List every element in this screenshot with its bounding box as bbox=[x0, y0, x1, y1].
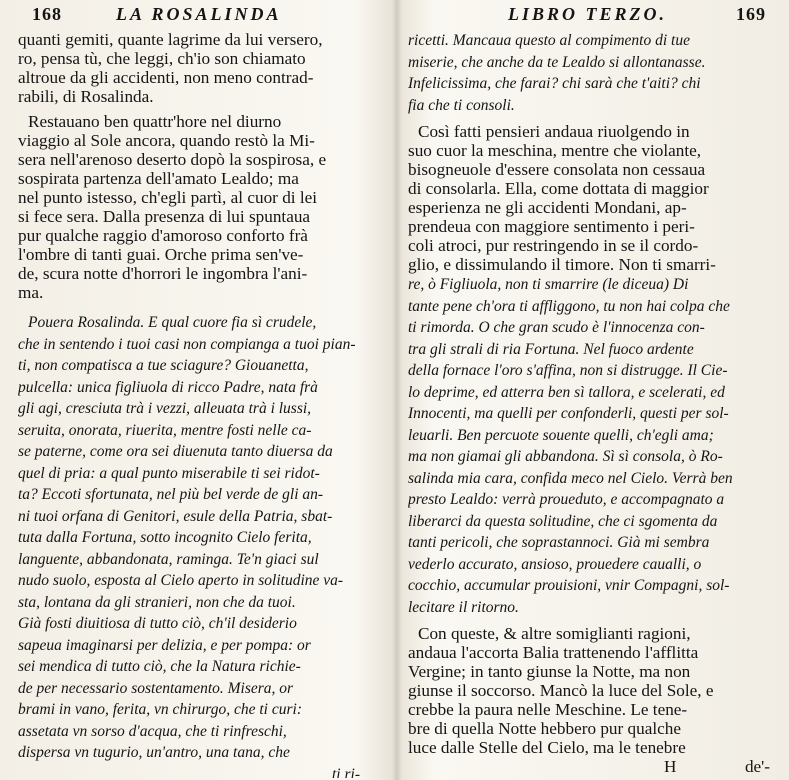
text-line: languente, abbandonata, raminga. Te'n giaci sul bbox=[18, 550, 319, 568]
text-line: ma non giamai gli abbandona. Sì sì consola, ò Ro- bbox=[408, 448, 723, 465]
text-line: sapeua imaginarsi per delizia, e per pompa: or bbox=[18, 636, 311, 654]
page-number: 168 bbox=[32, 4, 62, 24]
text-line: ti, non compatisca a tue sciagure? Giouanetta, bbox=[18, 357, 309, 374]
text-line: Vergine; in tanto giunse la Notte, ma non bbox=[408, 662, 691, 681]
left-roman-block-1 bbox=[18, 30, 390, 106]
text-line: luce dalle Stelle del Cielo, ma le tenebre bbox=[408, 738, 686, 757]
running-head: LA ROSALINDA bbox=[116, 4, 282, 24]
text-line: andaua l'accorta Balia trattenendo l'afflitta bbox=[408, 643, 699, 662]
text-line: l'ombre di tanti guai. Orche prima sen've- bbox=[18, 245, 304, 264]
text-line: giunse il soccorso. Mancò la luce del Sole, e bbox=[408, 681, 714, 700]
signature-and-catchword bbox=[408, 757, 780, 776]
text-line: de per necessario sostentamento. Misera, or bbox=[18, 679, 294, 697]
text-line: quanti gemiti, quante lagrime da lui versero, bbox=[18, 30, 323, 49]
text-line: bisogneuole d'essere consolata non cessaua bbox=[408, 160, 706, 179]
catchword: de'- bbox=[744, 757, 770, 776]
text-line: Pouera Rosalinda. E qual cuore fia sì crudele, bbox=[28, 314, 317, 331]
text-line: tuta dalla Fortuna, sotto incognito Cielo ferita, bbox=[18, 529, 312, 546]
text-line: suo cuor la meschina, mentre che violante, bbox=[408, 141, 702, 160]
text-line: glio, e dissimulando il timore. Non ti smarri- bbox=[408, 255, 716, 274]
left-italic-block bbox=[18, 312, 390, 764]
text-line: sera nell'arenoso deserto dopò la sospirosa, e bbox=[18, 150, 327, 169]
left-page bbox=[18, 4, 390, 778]
right-page bbox=[408, 4, 780, 778]
text-line: Infelicissima, che farai? chi sarà che t'aiti? chi bbox=[408, 75, 701, 92]
text-line: sospirata partenza dell'amato Lealdo; ma bbox=[18, 169, 299, 188]
text-line: liberarci da questa solitudine, che ci sgomenta da bbox=[408, 512, 718, 530]
text-line: fia che ti consoli. bbox=[408, 96, 515, 114]
text-line: altroue da gli accidenti, non meno contrad- bbox=[18, 68, 314, 87]
text-line: tante pene ch'ora ti affliggono, tu non hai colpa che bbox=[408, 297, 730, 315]
text-line: bre di quella Notte hebbero pur qualche bbox=[408, 719, 681, 738]
catchword: ti ri- bbox=[332, 765, 360, 778]
text-line: salinda mia cara, confida meco nel Cielo. Verrà ben bbox=[408, 469, 733, 487]
text-line: ro, pensa tù, che leggi, ch'io son chiamato bbox=[18, 49, 306, 68]
text-line: Con queste, & altre somiglianti ragioni, bbox=[418, 624, 691, 643]
text-line: vederlo accurato, ansioso, prouedere caualli, o bbox=[408, 555, 702, 573]
text-line: se paterne, come ora sei diuenuta tanto diuersa da bbox=[18, 443, 333, 460]
right-italic-block-2 bbox=[408, 274, 780, 618]
text-line: assetata vn sorso d'acqua, che ti rinfreschi, bbox=[18, 722, 287, 740]
text-line: esperienza ne gli accidenti Mondani, ap- bbox=[408, 198, 687, 217]
left-roman-block-2 bbox=[18, 112, 390, 302]
text-line: dispersa vn tugurio, un'antro, una tana, che bbox=[18, 744, 290, 761]
text-line: si fece sera. Dalla presenza di lui spuntaua bbox=[18, 207, 311, 226]
text-line: gli agi, cresciuta trà i vezzi, alleuata trà i lussi, bbox=[18, 400, 312, 417]
signature-mark: H bbox=[663, 757, 677, 776]
text-line: sta, lontana da gli stranieri, non che da tuoi. bbox=[18, 593, 296, 611]
text-line: nel punto istesso, ch'egli partì, al cuor di lei bbox=[18, 188, 318, 207]
text-line: ti rimorda. O che gran scudo è l'innocenza con- bbox=[408, 319, 705, 336]
text-line: presto Lealdo: verrà proueduto, e accompagnato a bbox=[408, 491, 725, 508]
text-line: pur qualche raggio d'amoroso conforto frà bbox=[18, 226, 308, 245]
right-italic-block-1 bbox=[408, 30, 780, 116]
text-line: che in sentendo i tuoi casi non compianga a tuoi pian- bbox=[18, 335, 356, 353]
text-line: prendeua con maggiore sentimento i peri- bbox=[408, 217, 695, 236]
text-line: de, scura notte d'horrori le ingombra l'ani- bbox=[18, 264, 308, 283]
text-line: nudo suolo, esposta al Cielo aperto in solitudine va- bbox=[18, 572, 344, 589]
text-line: ni tuoi orfana di Genitori, esule della Patria, sbat- bbox=[18, 507, 333, 525]
text-line: rabili, di Rosalinda. bbox=[18, 87, 154, 106]
left-page-header bbox=[18, 4, 390, 30]
running-head: LIBRO TERZO. bbox=[508, 4, 668, 24]
text-line: Innocenti, ma quelli per confonderli, questi per sol- bbox=[408, 405, 729, 422]
right-roman-block-2 bbox=[408, 624, 780, 757]
text-line: lo deprime, ed atterra ben sì tallora, e scelerati, ed bbox=[408, 383, 725, 401]
text-line: leuarli. Ben percuote souente quelli, ch'egli ama; bbox=[408, 426, 714, 444]
text-line: ma. bbox=[18, 283, 44, 302]
text-line: seruita, onorata, riuerita, mentre fosti nelle ca- bbox=[18, 421, 312, 439]
text-line: cocchio, accumular prouisioni, vnir Compagni, sol- bbox=[408, 577, 730, 594]
right-roman-block-1 bbox=[408, 122, 780, 274]
text-line: Così fatti pensieri andaua riuolgendo in bbox=[418, 122, 690, 141]
text-line: coli atroci, pur restringendo in se il cordo- bbox=[408, 236, 699, 255]
book-gutter bbox=[392, 0, 402, 780]
right-page-header bbox=[408, 4, 780, 30]
text-line: Già fosti diuitiosa di tutto ciò, ch'il desiderio bbox=[18, 615, 297, 632]
text-line: di consolarla. Ella, come dottata di maggior bbox=[408, 179, 709, 198]
text-line: tra gli strali di ria Fortuna. Nel fuoco ardente bbox=[408, 340, 694, 358]
text-line: miserie, che anche da te Lealdo si allontanasse. bbox=[408, 53, 706, 71]
text-line: lecitare il ritorno. bbox=[408, 598, 519, 616]
text-line: quel di pria: a qual punto miserabile ti sei ridot- bbox=[18, 464, 320, 482]
text-line: tanti pericoli, che soprastannoci. Già mi sembra bbox=[408, 534, 710, 551]
text-line: ta? Eccoti sfortunata, nel più bel verde de gli an- bbox=[18, 486, 324, 503]
text-line: della fornace l'oro s'affina, non si distrugge. Il Cie- bbox=[408, 362, 728, 379]
text-line: viaggio al Sole ancora, quando restò la Mi- bbox=[18, 131, 315, 150]
text-line: ricetti. Mancaua questo al compimento di tue bbox=[408, 32, 690, 49]
text-line: re, ò Figliuola, non ti smarrire (le diceua) Di bbox=[408, 276, 689, 293]
text-line: brami in vano, ferita, vn chirurgo, che ti curi: bbox=[18, 701, 302, 718]
page-number: 169 bbox=[736, 4, 766, 24]
text-line: crebbe la paura nelle Meschine. Le tene- bbox=[408, 700, 688, 719]
text-line: pulcella: unica figliuola di ricco Padre, nata frà bbox=[18, 378, 318, 396]
text-line: sei mendica di tutto ciò, che la Natura richie- bbox=[18, 658, 301, 675]
text-line: Restauano ben quattr'hore nel diurno bbox=[28, 112, 282, 131]
